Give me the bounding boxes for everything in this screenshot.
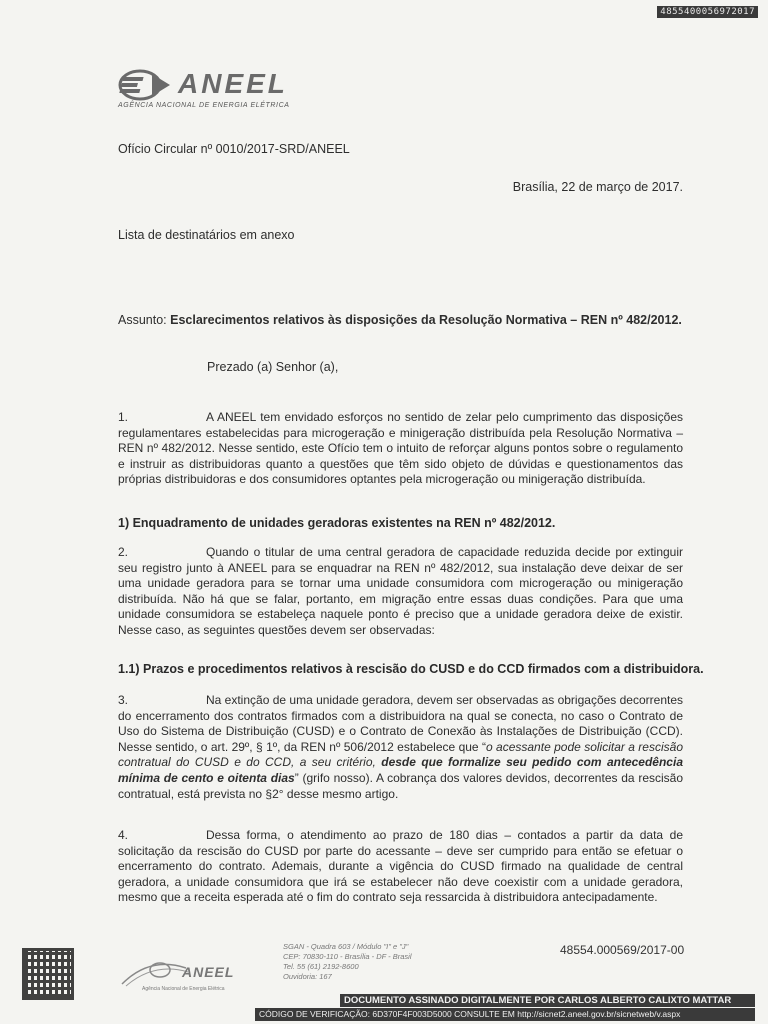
subject-text: Esclarecimentos relativos às disposições da Resolução Normativa – REN nº 482/2012. <box>170 313 682 327</box>
quote-italic: o acessante pode solicitar a rescisão contratual do CUSD e do CCD, a seu critério, <box>118 739 683 770</box>
qr-code-icon <box>22 948 74 1000</box>
protocol-stamp: 4855400056972017 <box>657 6 758 18</box>
greeting: Prezado (a) Senhor (a), <box>207 360 339 374</box>
footer-logo-word: ANEEL <box>182 964 235 980</box>
address-line: CEP: 70830-110 - Brasília - DF - Brasil <box>283 952 412 961</box>
quote-bold: desde que formalize seu pedido com antecedência mínima de cento e oitenta dias <box>118 755 683 785</box>
paragraph-4 <box>118 828 683 906</box>
address-line: Tel. 55 (61) 2192-8600 <box>283 962 359 971</box>
verification-code-bar: CÓDIGO DE VERIFICAÇÃO: 6D370F4F003D5000 CONSULTE EM http://sicnet2.aneel.gov.br/sicnetweb/v.aspx <box>255 1008 755 1021</box>
paragraph-number: 2. <box>118 545 129 559</box>
paragraph-text-end: ” (grifo nosso). A cobrança dos valores devidos, decorrentes da rescisão contratual, está prevista no §2° desse mesmo artigo. <box>118 770 684 801</box>
footer-logo-swoosh-icon <box>120 950 190 990</box>
paragraph-3 <box>118 693 683 802</box>
paragraph-text: Dessa forma, o atendimento ao prazo de 180 dias – contados a partir da data de solicitação da rescisão do CUSD por parte do acessante – deve ser cumprido para então se efetuar o encerramento do contrato. Ademais, durante a vigência do CUSD firmado na qualidade de central geradora, a unidade consumidora que irá se estabelecer não deve coexistir com a unidade geradora, mesmo que a receita esperada até o fim do contrato seja ressarcida à distribuidora antecipadamente. <box>118 828 683 905</box>
address-line: Ouvidoria: 167 <box>283 972 332 981</box>
address-line: SGAN - Quadra 603 / Módulo "I" e "J" <box>283 942 409 951</box>
paragraph-number: 3. <box>118 693 129 707</box>
aneel-logo <box>118 68 318 114</box>
protocol-number: 48554.000569/2017-00 <box>560 943 685 957</box>
footer-logo-subtitle: Agência Nacional de Energia Elétrica <box>142 986 225 992</box>
document-date: Brasília, 22 de março de 2017. <box>512 180 683 194</box>
footer-aneel-logo <box>120 950 260 1000</box>
paragraph-text: Quando o titular de uma central geradora de capacidade reduzida decide por extinguir seu registro junto à ANEEL para se enquadrar na REN nº 482/2012, sua instalação deve deixar de ser uma unidade geradora para se tornar uma unidade consumidora com microgeração ou minigeração distribuída. Não há que se falar, portanto, em migração entre essas duas condições. Para que uma unidade consumidora se estabeleça naquele ponto é preciso que a unidade geradora deixe de existir. Nesse caso, as seguintes questões devem ser observadas: <box>118 545 683 637</box>
paragraph-number: 1. <box>118 410 129 424</box>
digital-signature-bar: DOCUMENTO ASSINADO DIGITALMENTE POR CARLOS ALBERTO CALIXTO MATTAR <box>340 994 755 1007</box>
paragraph-2 <box>118 545 683 639</box>
recipients-line: Lista de destinatários em anexo <box>118 228 295 242</box>
logo-word: ANEEL <box>178 68 288 99</box>
section-heading-1: 1) Enquadramento de unidades geradoras existentes na REN nº 482/2012. <box>118 516 556 530</box>
section-heading-1-1: 1.1) Prazos e procedimentos relativos à rescisão do CUSD e do CCD firmados com a distribuidora. <box>118 662 704 676</box>
paragraph-number: 4. <box>118 828 129 842</box>
paragraph-1 <box>118 410 683 488</box>
aneel-logo-mark-icon <box>118 68 176 102</box>
paragraph-text: Na extinção de uma unidade geradora, devem ser observadas as obrigações decorrentes do encerramento dos contratos firmados com a distribuidora na qual se conecta, no caso o Contrato de Uso do Sistema de Distribuição (CUSD) e o Contrato de Conexão às Instalações de Distribuição (CCD). Nesse sentido, o art. 29º, § 1º, da REN nº 506/2012 estabelece que “ <box>118 693 683 754</box>
oficio-number: Ofício Circular nº 0010/2017-SRD/ANEEL <box>118 142 350 156</box>
logo-subtitle: AGÊNCIA NACIONAL DE ENERGIA ELÉTRICA <box>118 102 290 109</box>
paragraph-text: A ANEEL tem envidado esforços no sentido de zelar pelo cumprimento das disposições regulamentares estabelecidas para microgeração e minigeração distribuída pela Resolução Normativa – REN nº 482/2012. Nesse sentido, este Ofício tem o intuito de reforçar alguns pontos sobre o regulamento e instruir as distribuidoras quanto a questões que têm sido objeto de dúvidas e questionamentos das próprias distribuidoras e dos consumidores optantes pela microgeração ou minigeração distribuída. <box>118 410 683 487</box>
subject-line <box>118 313 682 329</box>
subject-label: Assunto: <box>118 313 167 327</box>
footer-address <box>283 942 412 982</box>
